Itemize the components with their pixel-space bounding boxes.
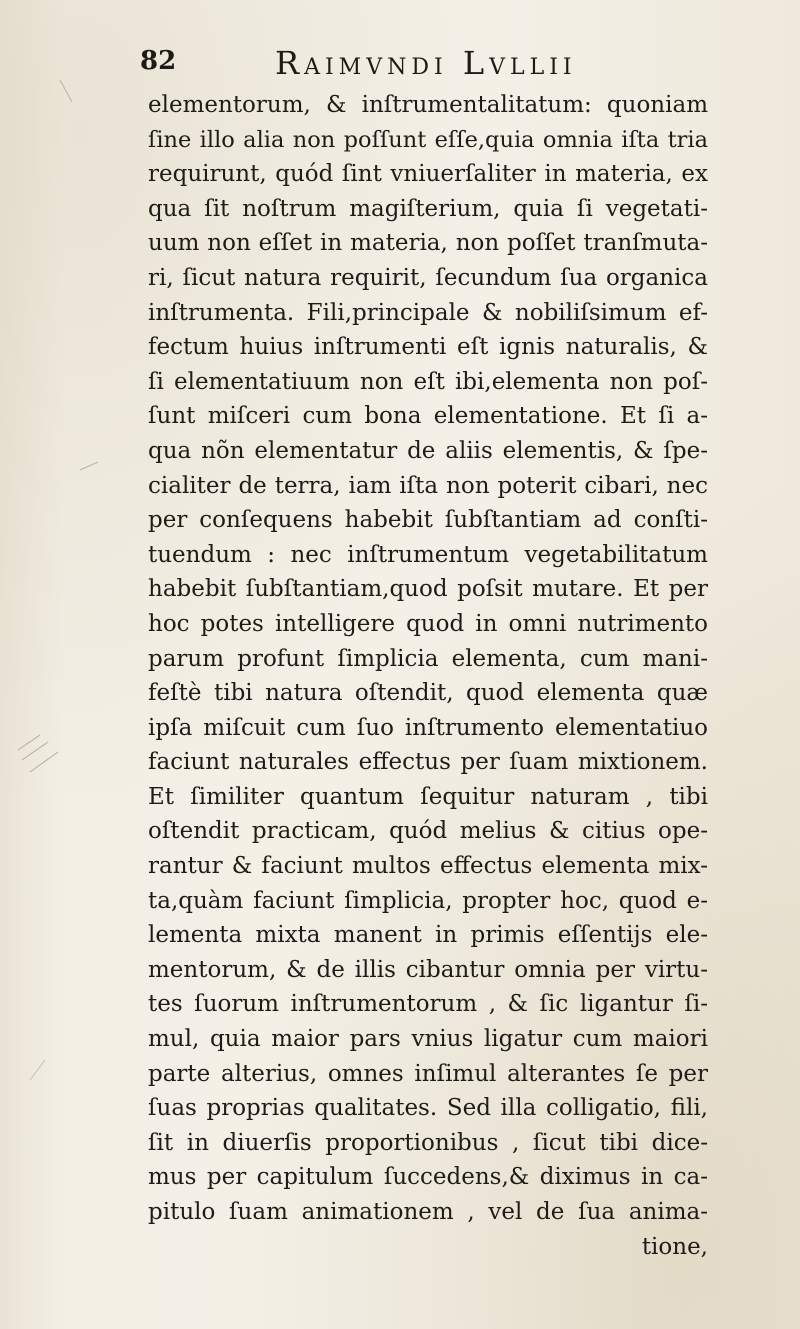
text-line-catchword: tione, — [641, 1233, 708, 1260]
text-line: pitulo ſuam animationem , vel de ſua anima- — [148, 1199, 708, 1225]
text-line: lementa mixta manent in primis eſſentijs ele- — [148, 922, 708, 949]
text-line: faciunt naturales effectus per ſuam mixtionem. — [148, 749, 708, 776]
text-line: parum profunt ſimplicia elementa, cum mani- — [148, 645, 708, 672]
text-line: mul, quia maior pars vnius ligatur cum maiori — [148, 1026, 708, 1053]
text-line: ri, ſicut natura requirit, ſecundum ſua organica — [148, 264, 708, 291]
text-line: per conſequens habebit ſubſtantiam ad conſti- — [148, 507, 708, 534]
text-line: fectum huius inſtrumenti eſt ignis naturalis, & — [148, 334, 708, 361]
text-line: ſunt miſceri cum bona elementatione. Et ſi a- — [148, 403, 708, 430]
text-line: hoc potes intelligere quod in omni nutrimento — [148, 610, 708, 637]
text-line: tes ſuorum inſtrumentorum , & ſic ligantur ſi- — [148, 991, 708, 1018]
text-line: tuendum : nec inſtrumentum vegetabilitatum — [148, 541, 708, 568]
text-line: requirunt, quód ſint vniuerſaliter in materia, ex — [148, 161, 708, 188]
text-line: mus per capitulum ſuccedens,& diximus in ca- — [148, 1164, 708, 1191]
text-line: feſtè tibi natura oſtendit, quod elementa quæ — [148, 680, 708, 707]
text-line: mentorum, & de illis cibantur omnia per virtu- — [148, 956, 708, 983]
text-line: elementorum, & inſtrumentalitatum: quoniam — [148, 92, 708, 118]
running-head: Raimvndi Lvllii — [275, 44, 577, 82]
body-text — [148, 88, 708, 1264]
text-line: ta,quàm faciunt ſimplicia, propter hoc, quod e- — [148, 887, 708, 914]
text-line: oſtendit practicam, quód melius & citius ope- — [148, 818, 708, 845]
text-line: rantur & faciunt multos effectus elementa mix- — [148, 853, 708, 880]
text-line: ſit in diuerſis proportionibus , ſicut tibi dice- — [148, 1129, 708, 1156]
page-number: 82 — [140, 46, 177, 76]
text-line: ſi elementatiuum non eſt ibi,elementa non poſ- — [148, 368, 708, 395]
text-line: cialiter de terra, iam iſta non poterit cibari, nec — [148, 472, 708, 499]
text-line: ſuas proprias qualitates. Sed illa colligatio, fili, — [148, 1095, 708, 1122]
text-line: inſtrumenta. Fili,principale & nobiliſsimum ef- — [148, 299, 708, 326]
text-line: qua nõn elementatur de aliis elementis, & ſpe- — [148, 437, 708, 464]
page-header — [140, 44, 700, 84]
text-line: ipſa miſcuit cum ſuo inſtrumento elementatiuo — [148, 714, 708, 741]
text-line: Et ſimiliter quantum ſequitur naturam , tibi — [148, 783, 708, 810]
text-line: uum non eſſet in materia, non poſſet tranſmuta- — [148, 230, 708, 257]
text-line: qua ſit noſtrum magiſterium, quia ſi vegetati- — [148, 195, 708, 222]
text-line: parte alterius, omnes inſimul alterantes ſe per — [148, 1060, 708, 1087]
text-line: habebit ſubſtantiam,quod poſsit mutare. Et per — [148, 576, 708, 603]
text-line: ſine illo alia non poſſunt eſſe,quia omnia iſta tria — [148, 126, 708, 153]
